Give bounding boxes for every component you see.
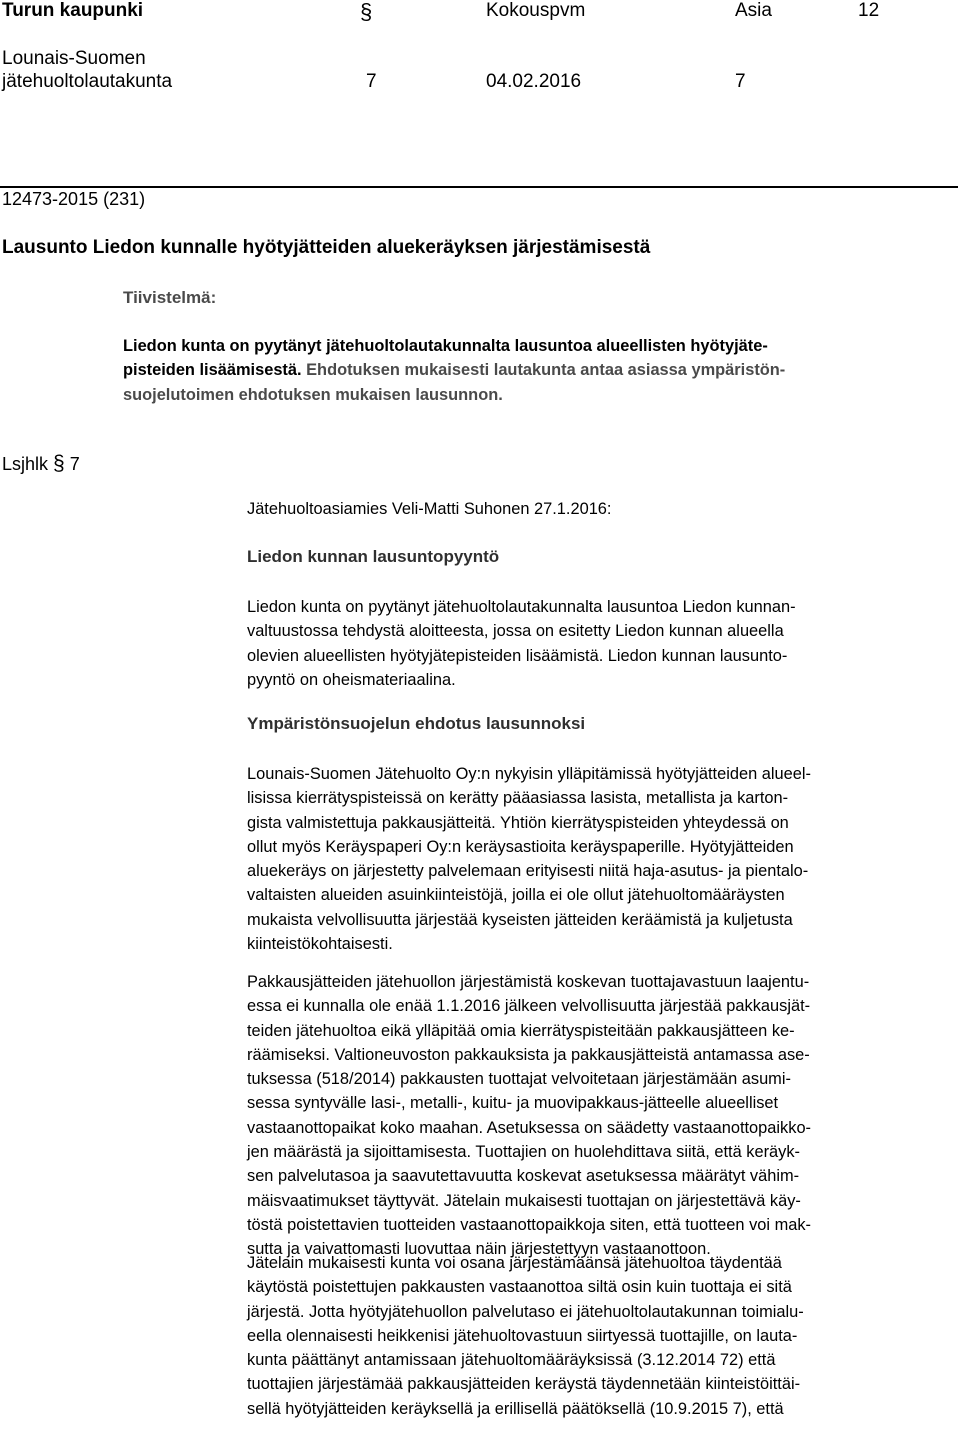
text-line: Jätelain mukaisesti kunta voi osana järjestämäänsä jätehuoltoa täydentää [247, 1254, 782, 1272]
summary-line-rest: Ehdotuksen mukaisesti lautakunta antaa asiassa ympäristön- [306, 361, 786, 380]
committee-name-line1: Lounais-Suomen [2, 48, 146, 69]
text-line: mukaista velvollisuutta järjestää kyseisten jätteiden keräämistä ja kuljetusta [247, 910, 793, 929]
summary-line-start: pisteiden lisäämisestä. [123, 361, 302, 380]
text-line: jen määrästä ja sijoittamisesta. Tuottajien on huolehdittava siitä, että keräyk- [247, 1143, 801, 1162]
paragraph-current-collection [247, 762, 811, 956]
meeting-date: 04.02.2016 [486, 71, 582, 92]
author-line: Jätehuoltoasiamies Veli-Matti Suhonen 27.1.2016: [247, 500, 612, 518]
paragraph-producer-responsibility [247, 970, 811, 1262]
text-line: kunta päättänyt antamissaan jätehuoltomääräyksissä (3.12.2014 72) että [247, 1351, 776, 1370]
page-number: 12 [858, 0, 880, 21]
text-line: sutta ja vaivattomasti luovuttaa näin järjestettyyn vastaanottoon. [247, 1240, 711, 1259]
text-line: tuksessa (518/2014) pakkausten tuottajat velvoitetaan järjestämään asumi- [247, 1070, 791, 1089]
text-line: Lounais-Suomen Jätehuolto Oy:n nykyisin ylläpitämissä hyötyjätteiden alueel- [247, 765, 811, 783]
summary-line: suojelutoimen ehdotuksen mukaisen lausunnon. [123, 385, 503, 404]
summary-block [123, 334, 785, 407]
text-line: olevien alueellisten hyötyjätepisteiden lisäämistä. Liedon kunnan lausunto- [247, 646, 788, 665]
reference [2, 452, 80, 476]
text-line: tuottajien järjestämää pakkausjätteiden keräystä täydennetään kiinteistöittäi- [247, 1375, 801, 1394]
summary-label: Tiivistelmä: [123, 288, 217, 307]
text-line: eella olennaisesti heikkenisi jätehuoltovastuun siirtyessä tuottajille, on lauta- [247, 1326, 798, 1345]
paragraph-municipal-role [247, 1251, 804, 1421]
summary-line [123, 358, 785, 382]
text-line: teiden jätehuoltoa eikä ylläpitää omia kierrätyspisteitään pakkausjätteen ke- [247, 1021, 795, 1040]
text-line: aluekeräys on järjestetty palvelemaan erityisesti niitä haja-asutus- ja pientalo- [247, 862, 809, 881]
meeting-date-label: Kokouspvm [486, 0, 586, 21]
matter-label: Asia [735, 0, 772, 21]
text-line: vastaanottopaikat koko maahan. Asetuksessa on säädetty vastaanottopaikko- [247, 1118, 812, 1137]
text-line: töstä poistettavien tuotteiden vastaanottopaikkoja siten, että tuotteen voi mak- [247, 1215, 812, 1234]
text-line: mäisvaatimukset täyttyvät. Jätelain mukaisesti tuottajan on järjestettävä käy- [247, 1191, 801, 1210]
city-name: Turun kaupunki [2, 0, 144, 21]
reference-label: Lsjhlk [2, 454, 49, 474]
text-line: räämiseksi. Valtioneuvoston pakkauksista ja pakkausjätteistä antamassa ase- [247, 1045, 810, 1064]
text-line: Pakkausjätteiden jätehuollon järjestämistä koskevan tuottajavastuun laajentu- [247, 973, 810, 991]
text-line: pyyntö on oheismateriaalina. [247, 670, 456, 689]
reference-symbol: § [53, 452, 65, 475]
text-line: essa ei kunnalla ole enää 1.1.2016 jälkeen velvollisuutta järjestää pakkausjät- [247, 997, 811, 1016]
section-heading-request: Liedon kunnan lausuntopyyntö [247, 547, 500, 566]
section-heading-proposal: Ympäristönsuojelun ehdotus lausunnoksi [247, 714, 586, 733]
text-line: sessa syntyvälle lasi-, metalli-, kuitu- ja muovipakkaus-jätteelle alueelliset [247, 1094, 779, 1113]
matter-number: 7 [735, 71, 746, 92]
text-line: lisissa kierrätyspisteissä on kerätty pääasiassa lasista, metallista ja karton- [247, 789, 789, 808]
summary-line: Liedon kunta on pyytänyt jätehuoltolautakunnalta lausuntoa alueellisten hyötyjäte- [123, 337, 768, 355]
text-line: ollut myös Keräyspaperi Oy:n keräysastioita keräyspaperille. Hyötyjätteiden [247, 837, 794, 856]
section-number: 7 [366, 71, 377, 92]
text-line: sellä hyötyjätteiden keräyksellä ja erillisellä päätöksellä (10.9.2015 7), että [247, 1399, 784, 1418]
text-line: valtuustossa tehdystä aloitteesta, jossa on esitetty Liedon kunnan alueella [247, 622, 784, 641]
section-symbol: § [360, 0, 373, 24]
text-line: Liedon kunta on pyytänyt jätehuoltolautakunnalta lausuntoa Liedon kunnan- [247, 598, 796, 616]
text-line: valtaisten alueiden asuinkiinteistöjä, joilla ei ole ollut jätehuoltomääräysten [247, 886, 785, 905]
paragraph-request [247, 595, 796, 692]
committee-name-line2: jätehuoltolautakunta [2, 71, 173, 92]
case-number: 12473-2015 (231) [2, 189, 146, 209]
text-line: järjestä. Jotta hyötyjätehuollon palvelutaso ei jätehuoltolautakunnan toimialu- [247, 1302, 804, 1321]
text-line: kiinteistökohtaisesti. [247, 935, 393, 954]
text-line: sen palvelutasoa ja saavutettavuutta koskevat asetuksessa määrätyt vähim- [247, 1167, 800, 1186]
case-title: Lausunto Liedon kunnalle hyötyjätteiden aluekeräyksen järjestämisestä [2, 237, 651, 258]
header-divider [0, 186, 958, 188]
text-line: käytöstä poistettujen pakkausten vastaanottoa siltä osin kuin tuottaja ei sitä [247, 1278, 792, 1297]
text-line: gista valmistettuja pakkausjätteitä. Yhtiön kierrätyspisteiden yhteydessä on [247, 813, 789, 832]
reference-number: 7 [69, 454, 80, 474]
